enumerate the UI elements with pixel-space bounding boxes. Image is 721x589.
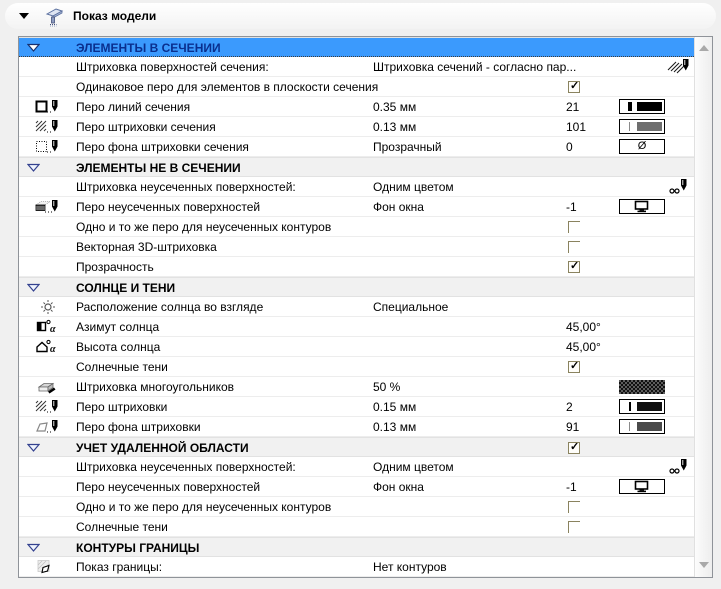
row-label: Штриховка поверхностей сечения: <box>76 60 269 74</box>
pen-weight-field[interactable]: 0.15 мм <box>373 400 417 414</box>
section-collapse-icon[interactable] <box>27 283 40 292</box>
section-collapse-icon[interactable] <box>27 543 40 552</box>
checkbox[interactable] <box>568 221 580 233</box>
section-title: КОНТУРЫ ГРАНИЦЫ <box>76 541 200 555</box>
row-value-dropdown[interactable]: Специальное <box>373 300 449 314</box>
pen-preview-button[interactable] <box>619 399 665 414</box>
row-value-dropdown[interactable]: Нет контуров <box>373 560 447 574</box>
row-label: Перо линий сечения <box>76 100 191 114</box>
checkbox[interactable] <box>568 261 580 273</box>
setting-row-uncut-surface-pen[interactable] <box>19 197 694 217</box>
section-title: ЭЛЕМЕНТЫ НЕ В СЕЧЕНИИ <box>76 161 241 175</box>
angle-field[interactable]: 45,00° <box>566 340 601 354</box>
vertical-scrollbar[interactable] <box>694 37 712 577</box>
pen-number-field[interactable]: 2 <box>566 400 573 414</box>
pen-number-field[interactable]: 91 <box>566 420 580 434</box>
hatch-preview-button[interactable] <box>619 380 665 394</box>
row-label: Перо фона штриховки сечения <box>76 140 249 154</box>
pen-color-swatch <box>637 102 662 111</box>
pen-dots-icon[interactable] <box>667 458 691 475</box>
pen-weight-field[interactable]: 0.35 мм <box>373 100 417 114</box>
setting-row-sun-shadows[interactable] <box>19 357 694 377</box>
monitor-icon <box>634 200 650 213</box>
window-background-pen-button[interactable] <box>619 199 665 214</box>
pen-weight-field[interactable]: 0.13 мм <box>373 120 417 134</box>
polygon-3d-icon <box>35 379 61 395</box>
section-header-elements-in-section[interactable] <box>19 37 694 57</box>
section-title: УЧЕТ УДАЛЕННОЙ ОБЛАСТИ <box>76 441 249 455</box>
pen-preview-button[interactable] <box>619 99 665 114</box>
dotted-square-pen-icon <box>35 139 61 155</box>
square-pen-icon <box>35 99 61 115</box>
scroll-down-icon[interactable] <box>699 562 709 568</box>
row-label: Высота солнца <box>76 340 161 354</box>
setting-row-shadow-hatch-bg-pen[interactable] <box>19 417 694 437</box>
pen-line-sample <box>629 122 630 131</box>
hatch-square-pen-icon <box>35 399 61 415</box>
section-header-sun-and-shadows[interactable] <box>19 277 694 297</box>
row-label: Одинаковое перо для элементов в плоскости сечения <box>76 80 379 94</box>
scroll-up-icon[interactable] <box>699 45 709 51</box>
setting-row-sun-position[interactable] <box>19 297 694 317</box>
setting-row-polygon-hatch[interactable] <box>19 377 694 397</box>
setting-row-section-fill-bg-pen[interactable] <box>19 137 694 157</box>
row-label: Перо неусеченных поверхностей <box>76 480 261 494</box>
pen-number-field[interactable]: -1 <box>566 200 577 214</box>
svg-text:α: α <box>50 344 56 355</box>
row-label: Векторная 3D-штриховка <box>76 240 217 254</box>
row-label: Перо штриховки <box>76 400 168 414</box>
pen-number-field[interactable]: -1 <box>566 480 577 494</box>
row-label: Перо фона штриховки <box>76 420 201 434</box>
checkbox[interactable] <box>568 521 580 533</box>
setting-row-removed-same-pen[interactable] <box>19 497 694 517</box>
sun-icon <box>35 299 61 315</box>
checkbox[interactable] <box>568 241 580 253</box>
hatch-percent-field[interactable]: 50 % <box>373 380 401 394</box>
window-background-pen-button[interactable] <box>619 479 665 494</box>
section-title: СОЛНЦЕ И ТЕНИ <box>76 281 176 295</box>
angle-field[interactable]: 45,00° <box>566 320 601 334</box>
checkbox[interactable] <box>568 81 580 93</box>
row-value-dropdown[interactable]: Штриховка сечений - согласно пар... <box>373 60 577 74</box>
pen-number-field[interactable]: 0 <box>566 140 573 154</box>
boundary-hatch-icon <box>35 559 61 575</box>
setting-row-transparency[interactable] <box>19 257 694 277</box>
setting-row-removed-uncut-hatch[interactable] <box>19 457 694 477</box>
row-value-dropdown[interactable]: Одним цветом <box>373 180 454 194</box>
sun-altitude-icon <box>35 339 61 355</box>
section-header-boundary-contours[interactable] <box>19 537 694 557</box>
setting-row-removed-uncut-pen[interactable] <box>19 477 694 497</box>
pen-line-sample <box>628 102 632 111</box>
pen-weight-field[interactable]: 0.13 мм <box>373 420 417 434</box>
checkbox[interactable] <box>568 501 580 513</box>
row-label: Расположение солнца во взгляде <box>76 300 264 314</box>
pen-dots-icon[interactable] <box>667 178 691 195</box>
settings-rows <box>19 37 694 577</box>
panel-title-bar[interactable] <box>5 3 716 29</box>
section-collapse-icon[interactable] <box>27 163 40 172</box>
polygon-pen-icon <box>35 419 61 435</box>
row-label: Одно и то же перо для неусеченных контуров <box>76 500 332 514</box>
pen-preview-button[interactable] <box>619 119 665 134</box>
row-label: Одно и то же перо для неусеченных контуров <box>76 220 332 234</box>
section-collapse-icon[interactable] <box>27 43 40 52</box>
transparent-pen-button[interactable] <box>619 139 665 154</box>
setting-row-section-line-pen[interactable] <box>19 97 694 117</box>
row-label: Штриховка неусеченных поверхностей: <box>76 460 296 474</box>
row-label: Прозрачность <box>76 260 154 274</box>
hatch-pen-icon[interactable] <box>667 58 691 75</box>
section-title: ЭЛЕМЕНТЫ В СЕЧЕНИИ <box>76 41 221 55</box>
row-label: Солнечные тени <box>76 360 168 374</box>
row-label: Штриховка многоугольников <box>76 380 235 394</box>
pen-line-sample <box>629 402 631 411</box>
pen-color-swatch <box>637 122 662 131</box>
section-checkbox[interactable] <box>568 442 580 454</box>
transparent-icon: Ø <box>637 140 647 152</box>
row-label: Перо штриховки сечения <box>76 120 216 134</box>
azimuth-icon <box>35 319 61 335</box>
pen-color-swatch <box>637 422 662 431</box>
setting-row-sun-azimuth[interactable] <box>19 317 694 337</box>
panel-title: Показ модели <box>73 9 157 23</box>
setting-row-sun-altitude[interactable] <box>19 337 694 357</box>
pen-number-field[interactable]: 21 <box>566 100 580 114</box>
row-label: Перо неусеченных поверхностей <box>76 200 261 214</box>
pen-number-field[interactable]: 101 <box>566 120 587 134</box>
section-header-removed-area[interactable] <box>19 437 694 457</box>
setting-row-section-surface-hatch[interactable] <box>19 57 694 77</box>
section-header-elements-not-in-section[interactable] <box>19 157 694 177</box>
hatch-square-pen-icon <box>35 119 61 135</box>
row-label: Штриховка неусеченных поверхностей: <box>76 180 296 194</box>
setting-row-removed-sun-shadows[interactable] <box>19 517 694 537</box>
slab-hatch-pen-icon <box>35 199 61 215</box>
setting-row-boundary-display[interactable] <box>19 557 694 577</box>
setting-row-section-fill-pen[interactable] <box>19 117 694 137</box>
pen-line-sample <box>629 422 630 431</box>
checkbox[interactable] <box>568 361 580 373</box>
row-value-dropdown[interactable]: Одним цветом <box>373 460 454 474</box>
setting-row-uncut-surface-hatch[interactable] <box>19 177 694 197</box>
row-label: Азимут солнца <box>76 320 160 334</box>
row-label: Солнечные тени <box>76 520 168 534</box>
section-collapse-icon[interactable] <box>27 443 40 452</box>
model-display-icon <box>44 5 64 27</box>
pen-preview-button[interactable] <box>619 419 665 434</box>
setting-row-same-pen-uncut-contours[interactable] <box>19 217 694 237</box>
monitor-icon <box>634 480 650 493</box>
settings-table <box>18 36 713 578</box>
collapse-triangle-icon[interactable] <box>19 13 29 19</box>
pen-weight-field[interactable]: Фон окна <box>373 200 424 214</box>
pen-weight-field[interactable]: Фон окна <box>373 480 424 494</box>
setting-row-uniform-pen[interactable] <box>19 77 694 97</box>
svg-text:α: α <box>50 324 56 335</box>
pen-color-swatch <box>637 402 662 411</box>
setting-row-vector-3d-hatch[interactable] <box>19 237 694 257</box>
pen-weight-field[interactable]: Прозрачный <box>373 140 442 154</box>
row-label: Показ границы: <box>76 560 163 574</box>
setting-row-shadow-hatch-pen[interactable] <box>19 397 694 417</box>
